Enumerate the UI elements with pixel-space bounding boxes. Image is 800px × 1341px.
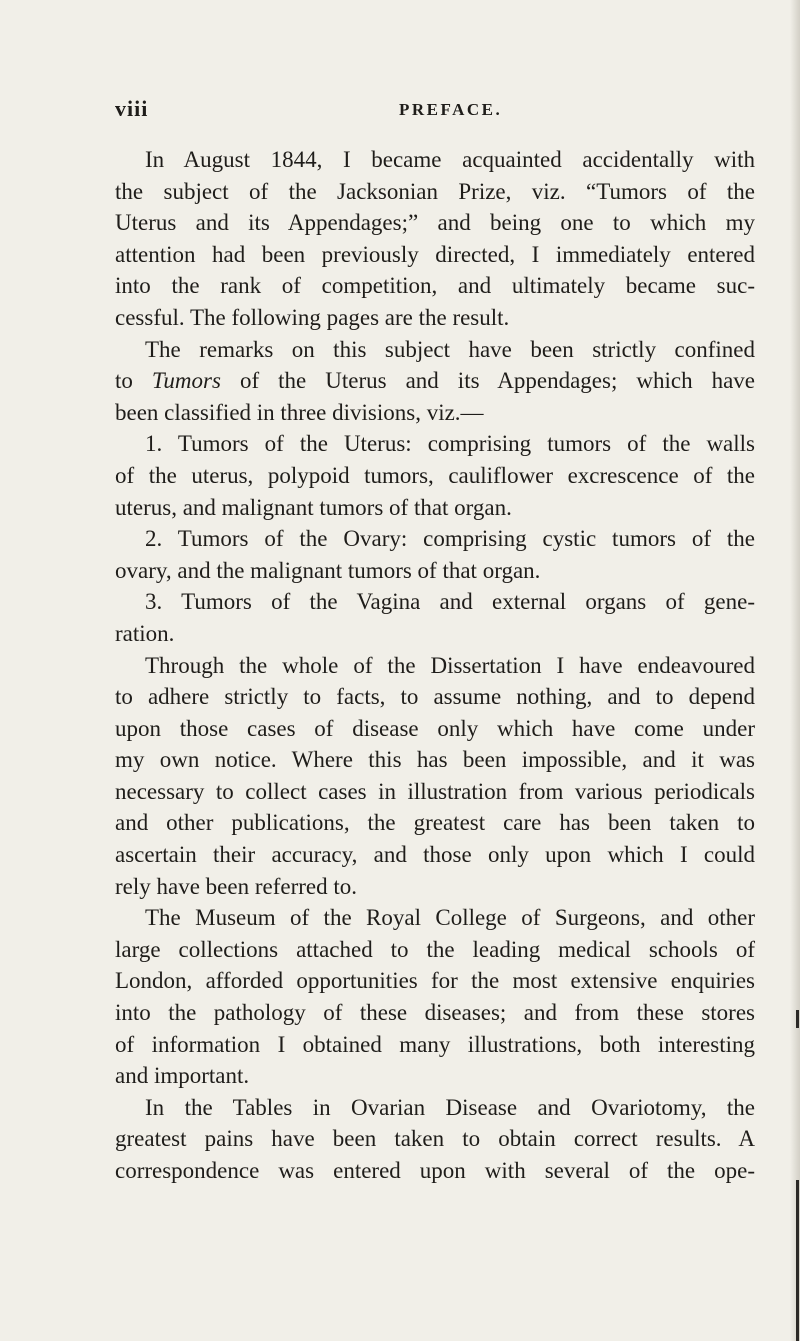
text-line: The remarks on this subject have been strictly confined <box>145 336 755 362</box>
page-edge <box>790 0 800 1341</box>
text-line: ovary, and the malignant tumors of that organ. <box>115 557 541 583</box>
text-line: ration. <box>115 620 175 646</box>
text-line: and important. <box>115 1063 250 1089</box>
text-line: and other publications, the greatest care has been taken to <box>115 810 755 836</box>
text-line: uterus, and malignant tumors of that organ. <box>115 494 512 520</box>
text-line: 2. Tumors of the Ovary: comprising cystic tumors of the <box>145 526 755 552</box>
page-edge-mark <box>796 1010 799 1028</box>
running-head <box>115 96 755 128</box>
text-line: to adhere strictly to facts, to assume nothing, and to depend <box>115 684 755 710</box>
text-run: of the Uterus and its Appendages; which have <box>220 368 755 394</box>
text-line: Through the whole of the Dissertation I have endeavoured <box>145 652 755 678</box>
text-line: rely have been referred to. <box>115 873 357 899</box>
text-line: The Museum of the Royal College of Surgeons, and other <box>145 905 755 931</box>
page-number: viii <box>115 96 149 121</box>
text-line: ascertain their accuracy, and those only upon which I could <box>115 842 755 868</box>
text-line: Uterus and its Appendages;” and being one to which my <box>115 210 755 236</box>
text-line <box>115 365 755 397</box>
text-line: 3. Tumors of the Vagina and external organs of gene- <box>145 589 755 615</box>
text-line: cessful. The following pages are the result. <box>115 304 510 330</box>
text-line: the subject of the Jacksonian Prize, viz. “Tumors of the <box>115 178 755 204</box>
text-line: been classified in three divisions, viz.— <box>115 399 484 425</box>
running-title: PREFACE. <box>399 100 503 119</box>
text-line: correspondence was entered upon with several of the ope- <box>115 1158 755 1183</box>
text-line: In the Tables in Ovarian Disease and Ovariotomy, the <box>145 1094 755 1120</box>
text-line: attention had been previously directed, I immediately entered <box>115 241 755 267</box>
text-line: London, afforded opportunities for the most extensive enquiries <box>115 968 755 994</box>
text-line: greatest pains have been taken to obtain correct results. A <box>115 1126 755 1152</box>
page-edge-mark <box>796 1180 799 1341</box>
text-line: upon those cases of disease only which have come under <box>115 715 755 741</box>
text-line: of information I obtained many illustrations, both interesting <box>115 1031 755 1057</box>
text-run: to <box>115 368 152 394</box>
text-line: In August 1844, I became acquainted accidentally with <box>145 147 755 172</box>
text-line: 1. Tumors of the Uterus: comprising tumors of the walls <box>145 431 755 457</box>
text-line: into the rank of competition, and ultimately became suc- <box>115 273 755 299</box>
text-line: my own notice. Where this has been impossible, and it was <box>115 747 755 773</box>
text-line: necessary to collect cases in illustration from various periodicals <box>115 778 755 804</box>
italic-text: Tumors <box>151 368 221 394</box>
text-line: large collections attached to the leading medical schools of <box>115 936 755 962</box>
text-line: of the uterus, polypoid tumors, cauliflower excrescence of the <box>115 462 755 488</box>
preface-body <box>115 144 755 1187</box>
text-line: into the pathology of these diseases; and from these stores <box>115 1000 755 1026</box>
